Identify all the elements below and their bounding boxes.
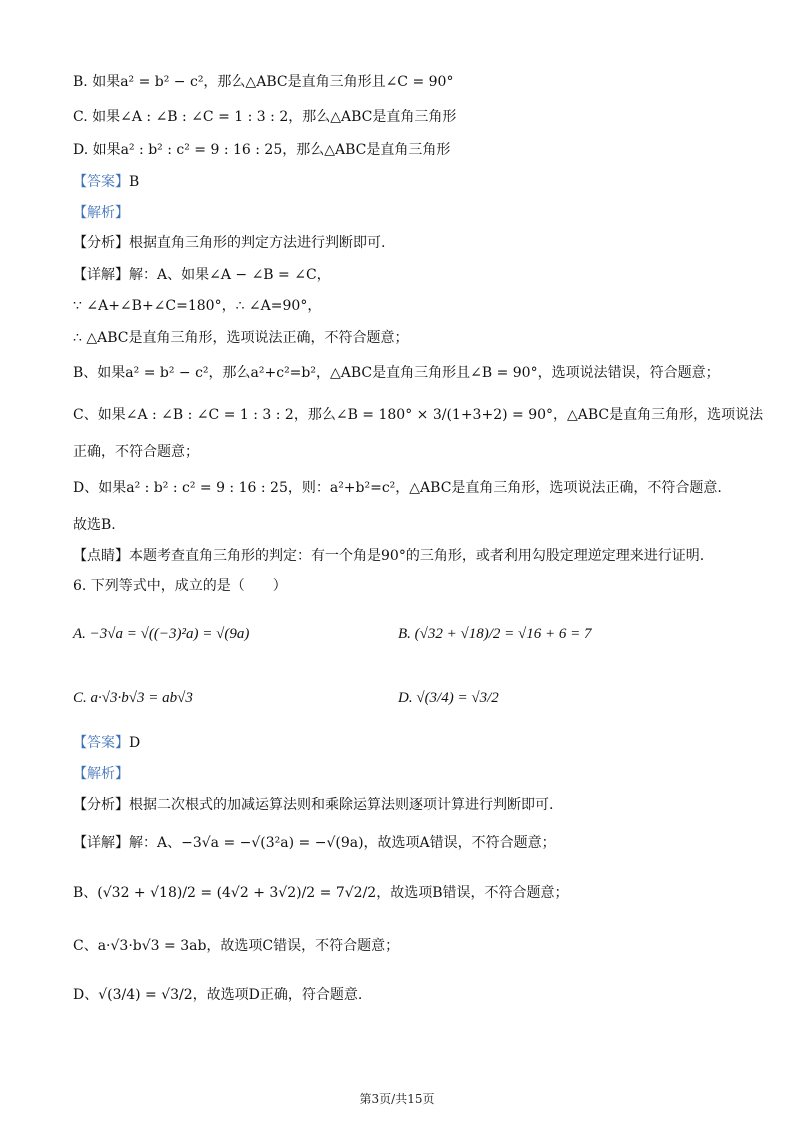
because-line: ∵ ∠A+∠B+∠C=180°，∴ ∠A=90°， <box>73 298 322 314</box>
answer-tag: 【答案】 <box>73 174 129 190</box>
analysis-tag-1: 【解析】 <box>73 205 129 221</box>
fenxi-2: 【分析】根据二次根式的加减运算法则和乘除运算法则逐项计算进行判断即可. <box>73 797 554 813</box>
xiangjie-c: C、a·√3·b√3 = 3ab，故选项C错误，不符合题意； <box>73 938 400 954</box>
conclusion: 故选B. <box>73 517 116 533</box>
option-d: D. √(3/4) = √3/2 <box>398 690 499 706</box>
option-c: C. a·√3·b√3 = ab√3 <box>73 690 193 706</box>
xiangjie-1: 【详解】解：A、如果∠A − ∠B = ∠C， <box>73 267 331 283</box>
answer-value: B <box>129 174 140 190</box>
page-footer: 第3页/共15页 <box>359 1092 435 1106</box>
xiangjie-a: 【详解】解：A、−3√a = −√(3²a) = −√(9a)，故选项A错误，不符合题意； <box>73 835 556 851</box>
line-c: C. 如果∠A : ∠B : ∠C = 1 : 3 : 2，那么△ABC是直角三角形 <box>73 109 457 125</box>
c-solution-cont: 正确，不符合题意； <box>73 444 199 460</box>
xiangjie-d: D、√(3/4) = √3/2，故选项D正确，符合题意. <box>73 987 363 1003</box>
question-6: 6. 下列等式中，成立的是（ ） <box>73 578 287 594</box>
therefore-line: ∴ △ABC是直角三角形，选项说法正确，不符合题意； <box>73 330 409 346</box>
answer-row-2 <box>73 733 140 753</box>
analysis-tag-2: 【解析】 <box>73 766 129 782</box>
dianjing: 【点睛】本题考查直角三角形的判定：有一个角是90°的三角形，或者利用勾股定理逆定理来进行证明. <box>73 548 705 564</box>
answer-row-1 <box>73 172 139 192</box>
option-b: B. (√32 + √18)/2 = √16 + 6 = 7 <box>398 626 592 642</box>
fenxi-1: 【分析】根据直角三角形的判定方法进行判断即可. <box>73 235 386 251</box>
answer-tag-2: 【答案】 <box>73 735 129 751</box>
option-a: A. −3√a = √((−3)²a) = √(9a) <box>73 626 250 642</box>
d-solution: D、如果a² : b² : c² = 9 : 16 : 25，则：a²+b²=c²，△ABC是直角三角形，选项说法正确，不符合题意. <box>73 480 722 496</box>
answer-value-2: D <box>129 735 141 751</box>
line-b: B. 如果a² = b² − c²，那么△ABC是直角三角形且∠C = 90° <box>73 74 454 90</box>
line-d: D. 如果a² : b² : c² = 9 : 16 : 25，那么△ABC是直角三角形 <box>73 142 451 158</box>
b-solution: B、如果a² = b² − c²，那么a²+c²=b²，△ABC是直角三角形且∠B = 90°，选项说法错误，符合题意； <box>73 365 720 381</box>
xiangjie-b: B、(√32 + √18)/2 = (4√2 + 3√2)/2 = 7√2/2，故选项B错误，不符合题意； <box>73 885 569 901</box>
c-solution: C、如果∠A : ∠B : ∠C = 1 : 3 : 2，那么∠B = 180° × 3/(1+3+2) = 90°，△ABC是直角三角形，选项说法 <box>73 407 764 423</box>
